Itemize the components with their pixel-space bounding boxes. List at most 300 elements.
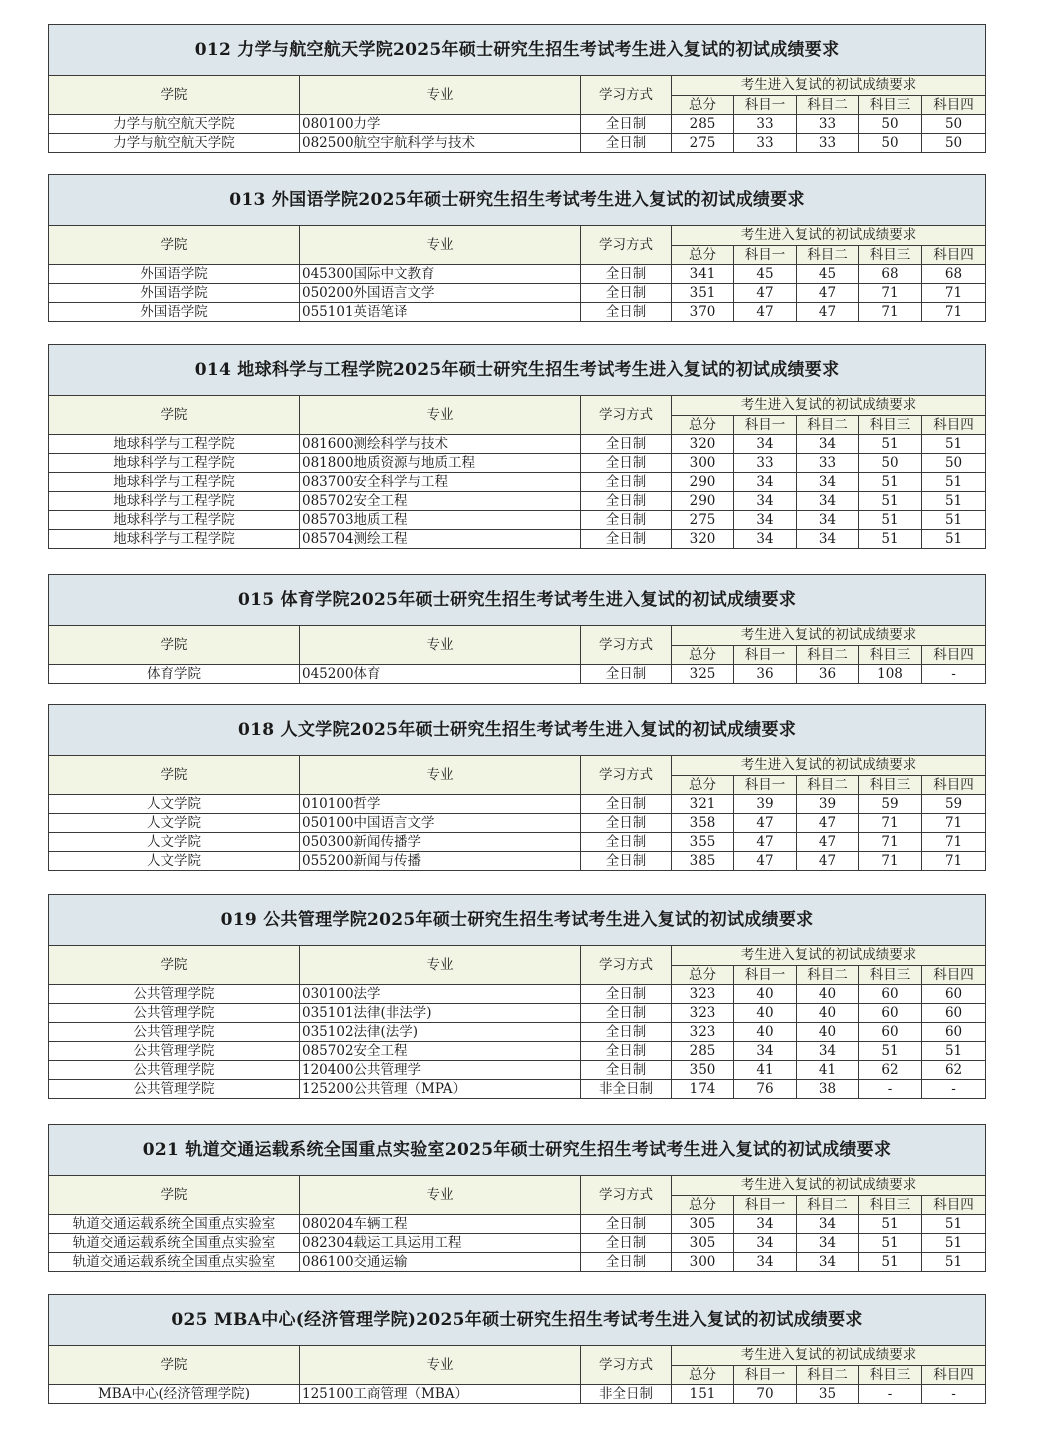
header-subject-3: 科目三 bbox=[859, 245, 922, 265]
major-cell: 120400公共管理学 bbox=[300, 1061, 581, 1080]
header-subject-4: 科目四 bbox=[922, 645, 986, 665]
college-cell: 外国语学院 bbox=[49, 284, 300, 303]
mode-cell: 全日制 bbox=[581, 454, 672, 473]
college-cell: 公共管理学院 bbox=[49, 985, 300, 1004]
major-cell: 045200体育 bbox=[300, 665, 581, 684]
college-cell: 人文学院 bbox=[49, 814, 300, 833]
subject-4-cell: 60 bbox=[922, 985, 986, 1004]
score-table bbox=[48, 344, 986, 549]
subject-3-cell: 51 bbox=[859, 1234, 922, 1253]
section-title: 019 公共管理学院2025年硕士研究生招生考试考生进入复试的初试成绩要求 bbox=[49, 895, 986, 946]
college-cell: 外国语学院 bbox=[49, 265, 300, 284]
table-row bbox=[49, 284, 986, 303]
header-subject-2: 科目二 bbox=[797, 965, 859, 985]
header-subject-4: 科目四 bbox=[922, 95, 986, 115]
mode-cell: 全日制 bbox=[581, 1061, 672, 1080]
college-cell: 公共管理学院 bbox=[49, 1004, 300, 1023]
section-title: 021 轨道交通运载系统全国重点实验室2025年硕士研究生招生考试考生进入复试的初试成绩要求 bbox=[49, 1125, 986, 1176]
header-major: 专业 bbox=[300, 756, 581, 795]
table-row bbox=[49, 1215, 986, 1234]
subject-3-cell: 108 bbox=[859, 665, 922, 684]
college-cell: 公共管理学院 bbox=[49, 1023, 300, 1042]
subject-4-cell: 51 bbox=[922, 1042, 986, 1061]
header-college: 学院 bbox=[49, 226, 300, 265]
header-subject-1: 科目一 bbox=[734, 1195, 797, 1215]
table-row bbox=[49, 435, 986, 454]
table-row bbox=[49, 985, 986, 1004]
mode-cell: 全日制 bbox=[581, 303, 672, 322]
subject-4-cell: 62 bbox=[922, 1061, 986, 1080]
subject-3-cell: 51 bbox=[859, 492, 922, 511]
header-subject-4: 科目四 bbox=[922, 1195, 986, 1215]
table-row bbox=[49, 665, 986, 684]
subject-3-cell: 71 bbox=[859, 814, 922, 833]
score-table bbox=[48, 1124, 986, 1272]
total-score-cell: 300 bbox=[672, 454, 734, 473]
header-mode: 学习方式 bbox=[581, 226, 672, 265]
major-cell: 035102法律(法学) bbox=[300, 1023, 581, 1042]
total-score-cell: 323 bbox=[672, 1004, 734, 1023]
header-major: 专业 bbox=[300, 1346, 581, 1385]
major-cell: 086100交通运输 bbox=[300, 1253, 581, 1272]
subject-1-cell: 33 bbox=[734, 454, 797, 473]
subject-4-cell: 71 bbox=[922, 852, 986, 871]
table-row bbox=[49, 134, 986, 153]
college-cell: 人文学院 bbox=[49, 833, 300, 852]
subject-1-cell: 33 bbox=[734, 115, 797, 134]
subject-1-cell: 47 bbox=[734, 814, 797, 833]
subject-2-cell: 35 bbox=[797, 1385, 859, 1404]
major-cell: 085704测绘工程 bbox=[300, 530, 581, 549]
subject-2-cell: 34 bbox=[797, 1253, 859, 1272]
header-subject-1: 科目一 bbox=[734, 645, 797, 665]
subject-3-cell: 50 bbox=[859, 454, 922, 473]
header-requirement: 考生进入复试的初试成绩要求 bbox=[672, 1176, 986, 1196]
section-title: 015 体育学院2025年硕士研究生招生考试考生进入复试的初试成绩要求 bbox=[49, 575, 986, 626]
header-subject-3: 科目三 bbox=[859, 965, 922, 985]
major-cell: 030100法学 bbox=[300, 985, 581, 1004]
score-table bbox=[48, 704, 986, 871]
score-table bbox=[48, 24, 986, 153]
header-total: 总分 bbox=[672, 1365, 734, 1385]
header-subject-1: 科目一 bbox=[734, 245, 797, 265]
header-college: 学院 bbox=[49, 756, 300, 795]
subject-4-cell: - bbox=[922, 1080, 986, 1099]
score-table bbox=[48, 894, 986, 1099]
header-subject-1: 科目一 bbox=[734, 775, 797, 795]
total-score-cell: 275 bbox=[672, 511, 734, 530]
header-mode: 学习方式 bbox=[581, 756, 672, 795]
total-score-cell: 358 bbox=[672, 814, 734, 833]
major-cell: 050200外国语言文学 bbox=[300, 284, 581, 303]
total-score-cell: 305 bbox=[672, 1234, 734, 1253]
mode-cell: 全日制 bbox=[581, 530, 672, 549]
header-subject-1: 科目一 bbox=[734, 965, 797, 985]
header-college: 学院 bbox=[49, 946, 300, 985]
total-score-cell: 323 bbox=[672, 1023, 734, 1042]
subject-1-cell: 40 bbox=[734, 985, 797, 1004]
major-cell: 035101法律(非法学) bbox=[300, 1004, 581, 1023]
subject-3-cell: 60 bbox=[859, 1004, 922, 1023]
subject-4-cell: - bbox=[922, 1385, 986, 1404]
subject-4-cell: 50 bbox=[922, 134, 986, 153]
header-requirement: 考生进入复试的初试成绩要求 bbox=[672, 76, 986, 96]
subject-4-cell: 51 bbox=[922, 511, 986, 530]
subject-2-cell: 40 bbox=[797, 1004, 859, 1023]
college-cell: 轨道交通运载系统全国重点实验室 bbox=[49, 1215, 300, 1234]
header-subject-4: 科目四 bbox=[922, 245, 986, 265]
header-major: 专业 bbox=[300, 396, 581, 435]
college-cell: 地球科学与工程学院 bbox=[49, 530, 300, 549]
subject-1-cell: 47 bbox=[734, 284, 797, 303]
subject-2-cell: 34 bbox=[797, 1215, 859, 1234]
subject-2-cell: 34 bbox=[797, 435, 859, 454]
header-mode: 学习方式 bbox=[581, 396, 672, 435]
subject-1-cell: 34 bbox=[734, 473, 797, 492]
subject-4-cell: 50 bbox=[922, 115, 986, 134]
mode-cell: 全日制 bbox=[581, 134, 672, 153]
subject-3-cell: 71 bbox=[859, 303, 922, 322]
header-subject-3: 科目三 bbox=[859, 1195, 922, 1215]
subject-2-cell: 47 bbox=[797, 814, 859, 833]
subject-1-cell: 45 bbox=[734, 265, 797, 284]
subject-3-cell: 51 bbox=[859, 473, 922, 492]
subject-1-cell: 47 bbox=[734, 303, 797, 322]
major-cell: 125100工商管理（MBA） bbox=[300, 1385, 581, 1404]
mode-cell: 非全日制 bbox=[581, 1080, 672, 1099]
subject-2-cell: 34 bbox=[797, 1234, 859, 1253]
subject-2-cell: 47 bbox=[797, 303, 859, 322]
subject-1-cell: 76 bbox=[734, 1080, 797, 1099]
subject-1-cell: 70 bbox=[734, 1385, 797, 1404]
subject-3-cell: 62 bbox=[859, 1061, 922, 1080]
subject-3-cell: 51 bbox=[859, 1215, 922, 1234]
subject-2-cell: 45 bbox=[797, 265, 859, 284]
score-table bbox=[48, 174, 986, 322]
college-cell: 地球科学与工程学院 bbox=[49, 511, 300, 530]
header-major: 专业 bbox=[300, 226, 581, 265]
header-requirement: 考生进入复试的初试成绩要求 bbox=[672, 226, 986, 246]
mode-cell: 全日制 bbox=[581, 985, 672, 1004]
subject-1-cell: 34 bbox=[734, 435, 797, 454]
major-cell: 082500航空宇航科学与技术 bbox=[300, 134, 581, 153]
total-score-cell: 151 bbox=[672, 1385, 734, 1404]
subject-3-cell: 60 bbox=[859, 1023, 922, 1042]
header-major: 专业 bbox=[300, 626, 581, 665]
major-cell: 050300新闻传播学 bbox=[300, 833, 581, 852]
header-requirement: 考生进入复试的初试成绩要求 bbox=[672, 396, 986, 416]
total-score-cell: 350 bbox=[672, 1061, 734, 1080]
major-cell: 081600测绘科学与技术 bbox=[300, 435, 581, 454]
subject-3-cell: 51 bbox=[859, 1253, 922, 1272]
header-subject-4: 科目四 bbox=[922, 415, 986, 435]
mode-cell: 全日制 bbox=[581, 1234, 672, 1253]
major-cell: 081800地质资源与地质工程 bbox=[300, 454, 581, 473]
header-subject-3: 科目三 bbox=[859, 1365, 922, 1385]
subject-1-cell: 33 bbox=[734, 134, 797, 153]
major-cell: 010100哲学 bbox=[300, 795, 581, 814]
header-college: 学院 bbox=[49, 626, 300, 665]
score-section bbox=[48, 1294, 985, 1404]
header-total: 总分 bbox=[672, 95, 734, 115]
subject-1-cell: 34 bbox=[734, 1215, 797, 1234]
total-score-cell: 285 bbox=[672, 1042, 734, 1061]
header-college: 学院 bbox=[49, 1176, 300, 1215]
section-title: 013 外国语学院2025年硕士研究生招生考试考生进入复试的初试成绩要求 bbox=[49, 175, 986, 226]
subject-1-cell: 34 bbox=[734, 1234, 797, 1253]
subject-1-cell: 34 bbox=[734, 530, 797, 549]
header-total: 总分 bbox=[672, 775, 734, 795]
total-score-cell: 174 bbox=[672, 1080, 734, 1099]
total-score-cell: 305 bbox=[672, 1215, 734, 1234]
major-cell: 080100力学 bbox=[300, 115, 581, 134]
subject-4-cell: 50 bbox=[922, 454, 986, 473]
header-total: 总分 bbox=[672, 965, 734, 985]
total-score-cell: 325 bbox=[672, 665, 734, 684]
mode-cell: 全日制 bbox=[581, 284, 672, 303]
header-subject-2: 科目二 bbox=[797, 1365, 859, 1385]
college-cell: 力学与航空航天学院 bbox=[49, 115, 300, 134]
major-cell: 125200公共管理（MPA） bbox=[300, 1080, 581, 1099]
score-table bbox=[48, 574, 986, 684]
table-row bbox=[49, 473, 986, 492]
table-row bbox=[49, 115, 986, 134]
subject-2-cell: 38 bbox=[797, 1080, 859, 1099]
major-cell: 050100中国语言文学 bbox=[300, 814, 581, 833]
table-row bbox=[49, 1061, 986, 1080]
header-mode: 学习方式 bbox=[581, 76, 672, 115]
total-score-cell: 370 bbox=[672, 303, 734, 322]
total-score-cell: 355 bbox=[672, 833, 734, 852]
table-row bbox=[49, 454, 986, 473]
subject-1-cell: 47 bbox=[734, 852, 797, 871]
subject-1-cell: 40 bbox=[734, 1004, 797, 1023]
college-cell: 人文学院 bbox=[49, 795, 300, 814]
total-score-cell: 285 bbox=[672, 115, 734, 134]
college-cell: 轨道交通运载系统全国重点实验室 bbox=[49, 1234, 300, 1253]
total-score-cell: 320 bbox=[672, 530, 734, 549]
table-row bbox=[49, 795, 986, 814]
header-requirement: 考生进入复试的初试成绩要求 bbox=[672, 1346, 986, 1366]
header-requirement: 考生进入复试的初试成绩要求 bbox=[672, 756, 986, 776]
subject-4-cell: 71 bbox=[922, 814, 986, 833]
header-total: 总分 bbox=[672, 1195, 734, 1215]
score-section bbox=[48, 344, 985, 549]
total-score-cell: 321 bbox=[672, 795, 734, 814]
subject-2-cell: 47 bbox=[797, 852, 859, 871]
header-mode: 学习方式 bbox=[581, 1176, 672, 1215]
section-title: 018 人文学院2025年硕士研究生招生考试考生进入复试的初试成绩要求 bbox=[49, 705, 986, 756]
subject-4-cell: 60 bbox=[922, 1004, 986, 1023]
subject-3-cell: 71 bbox=[859, 833, 922, 852]
major-cell: 055101英语笔译 bbox=[300, 303, 581, 322]
table-row bbox=[49, 1234, 986, 1253]
table-row bbox=[49, 852, 986, 871]
table-row bbox=[49, 1385, 986, 1404]
major-cell: 083700安全科学与工程 bbox=[300, 473, 581, 492]
subject-4-cell: 51 bbox=[922, 1234, 986, 1253]
subject-3-cell: 51 bbox=[859, 530, 922, 549]
major-cell: 045300国际中文教育 bbox=[300, 265, 581, 284]
subject-2-cell: 41 bbox=[797, 1061, 859, 1080]
header-subject-1: 科目一 bbox=[734, 415, 797, 435]
header-subject-2: 科目二 bbox=[797, 775, 859, 795]
subject-2-cell: 33 bbox=[797, 454, 859, 473]
subject-4-cell: 51 bbox=[922, 492, 986, 511]
score-section bbox=[48, 894, 985, 1099]
subject-4-cell: 51 bbox=[922, 435, 986, 454]
score-section bbox=[48, 1124, 985, 1272]
major-cell: 080204车辆工程 bbox=[300, 1215, 581, 1234]
subject-1-cell: 47 bbox=[734, 833, 797, 852]
subject-1-cell: 40 bbox=[734, 1023, 797, 1042]
major-cell: 082304载运工具运用工程 bbox=[300, 1234, 581, 1253]
total-score-cell: 341 bbox=[672, 265, 734, 284]
header-college: 学院 bbox=[49, 1346, 300, 1385]
college-cell: 地球科学与工程学院 bbox=[49, 473, 300, 492]
subject-2-cell: 34 bbox=[797, 511, 859, 530]
table-row bbox=[49, 833, 986, 852]
header-total: 总分 bbox=[672, 245, 734, 265]
mode-cell: 全日制 bbox=[581, 1042, 672, 1061]
score-section bbox=[48, 704, 985, 871]
table-row bbox=[49, 492, 986, 511]
mode-cell: 全日制 bbox=[581, 511, 672, 530]
subject-3-cell: 68 bbox=[859, 265, 922, 284]
header-college: 学院 bbox=[49, 76, 300, 115]
mode-cell: 全日制 bbox=[581, 1004, 672, 1023]
mode-cell: 全日制 bbox=[581, 795, 672, 814]
college-cell: 轨道交通运载系统全国重点实验室 bbox=[49, 1253, 300, 1272]
college-cell: 公共管理学院 bbox=[49, 1042, 300, 1061]
mode-cell: 全日制 bbox=[581, 1215, 672, 1234]
total-score-cell: 290 bbox=[672, 492, 734, 511]
subject-2-cell: 40 bbox=[797, 1023, 859, 1042]
subject-4-cell: 59 bbox=[922, 795, 986, 814]
table-row bbox=[49, 1253, 986, 1272]
major-cell: 085702安全工程 bbox=[300, 492, 581, 511]
college-cell: 体育学院 bbox=[49, 665, 300, 684]
subject-3-cell: 50 bbox=[859, 134, 922, 153]
table-row bbox=[49, 303, 986, 322]
college-cell: MBA中心(经济管理学院) bbox=[49, 1385, 300, 1404]
mode-cell: 全日制 bbox=[581, 492, 672, 511]
subject-2-cell: 39 bbox=[797, 795, 859, 814]
subject-3-cell: 71 bbox=[859, 852, 922, 871]
subject-1-cell: 36 bbox=[734, 665, 797, 684]
major-cell: 055200新闻与传播 bbox=[300, 852, 581, 871]
table-row bbox=[49, 814, 986, 833]
header-subject-1: 科目一 bbox=[734, 1365, 797, 1385]
subject-4-cell: 51 bbox=[922, 473, 986, 492]
header-subject-3: 科目三 bbox=[859, 775, 922, 795]
subject-3-cell: - bbox=[859, 1385, 922, 1404]
mode-cell: 全日制 bbox=[581, 115, 672, 134]
total-score-cell: 290 bbox=[672, 473, 734, 492]
score-table bbox=[48, 1294, 986, 1404]
subject-3-cell: 59 bbox=[859, 795, 922, 814]
college-cell: 外国语学院 bbox=[49, 303, 300, 322]
college-cell: 地球科学与工程学院 bbox=[49, 454, 300, 473]
college-cell: 地球科学与工程学院 bbox=[49, 435, 300, 454]
mode-cell: 全日制 bbox=[581, 833, 672, 852]
subject-3-cell: 60 bbox=[859, 985, 922, 1004]
score-section bbox=[48, 24, 985, 153]
header-subject-4: 科目四 bbox=[922, 775, 986, 795]
table-row bbox=[49, 1023, 986, 1042]
subject-1-cell: 34 bbox=[734, 1042, 797, 1061]
section-title: 012 力学与航空航天学院2025年硕士研究生招生考试考生进入复试的初试成绩要求 bbox=[49, 25, 986, 76]
mode-cell: 全日制 bbox=[581, 852, 672, 871]
mode-cell: 全日制 bbox=[581, 665, 672, 684]
subject-3-cell: 51 bbox=[859, 435, 922, 454]
header-subject-2: 科目二 bbox=[797, 415, 859, 435]
subject-4-cell: - bbox=[922, 665, 986, 684]
header-subject-3: 科目三 bbox=[859, 645, 922, 665]
mode-cell: 全日制 bbox=[581, 1023, 672, 1042]
header-subject-2: 科目二 bbox=[797, 1195, 859, 1215]
subject-3-cell: 71 bbox=[859, 284, 922, 303]
total-score-cell: 323 bbox=[672, 985, 734, 1004]
score-section bbox=[48, 574, 985, 684]
total-score-cell: 385 bbox=[672, 852, 734, 871]
subject-1-cell: 34 bbox=[734, 492, 797, 511]
subject-4-cell: 71 bbox=[922, 833, 986, 852]
mode-cell: 全日制 bbox=[581, 265, 672, 284]
subject-1-cell: 39 bbox=[734, 795, 797, 814]
subject-2-cell: 47 bbox=[797, 284, 859, 303]
header-total: 总分 bbox=[672, 415, 734, 435]
header-subject-4: 科目四 bbox=[922, 1365, 986, 1385]
header-college: 学院 bbox=[49, 396, 300, 435]
subject-2-cell: 36 bbox=[797, 665, 859, 684]
major-cell: 085702安全工程 bbox=[300, 1042, 581, 1061]
major-cell: 085703地质工程 bbox=[300, 511, 581, 530]
subject-4-cell: 71 bbox=[922, 284, 986, 303]
subject-4-cell: 51 bbox=[922, 1215, 986, 1234]
header-mode: 学习方式 bbox=[581, 626, 672, 665]
subject-1-cell: 41 bbox=[734, 1061, 797, 1080]
total-score-cell: 275 bbox=[672, 134, 734, 153]
total-score-cell: 351 bbox=[672, 284, 734, 303]
header-subject-2: 科目二 bbox=[797, 245, 859, 265]
subject-2-cell: 47 bbox=[797, 833, 859, 852]
subject-3-cell: 51 bbox=[859, 511, 922, 530]
table-row bbox=[49, 1080, 986, 1099]
subject-1-cell: 34 bbox=[734, 511, 797, 530]
subject-2-cell: 40 bbox=[797, 985, 859, 1004]
header-subject-4: 科目四 bbox=[922, 965, 986, 985]
section-title: 025 MBA中心(经济管理学院)2025年硕士研究生招生考试考生进入复试的初试成绩要求 bbox=[49, 1295, 986, 1346]
table-row bbox=[49, 1004, 986, 1023]
header-subject-3: 科目三 bbox=[859, 415, 922, 435]
total-score-cell: 300 bbox=[672, 1253, 734, 1272]
header-subject-3: 科目三 bbox=[859, 95, 922, 115]
subject-4-cell: 71 bbox=[922, 303, 986, 322]
header-subject-2: 科目二 bbox=[797, 645, 859, 665]
mode-cell: 全日制 bbox=[581, 1253, 672, 1272]
college-cell: 人文学院 bbox=[49, 852, 300, 871]
subject-2-cell: 33 bbox=[797, 134, 859, 153]
table-row bbox=[49, 511, 986, 530]
subject-2-cell: 34 bbox=[797, 530, 859, 549]
header-major: 专业 bbox=[300, 76, 581, 115]
score-section bbox=[48, 174, 985, 322]
college-cell: 地球科学与工程学院 bbox=[49, 492, 300, 511]
subject-3-cell: 50 bbox=[859, 115, 922, 134]
mode-cell: 全日制 bbox=[581, 814, 672, 833]
subject-2-cell: 34 bbox=[797, 473, 859, 492]
